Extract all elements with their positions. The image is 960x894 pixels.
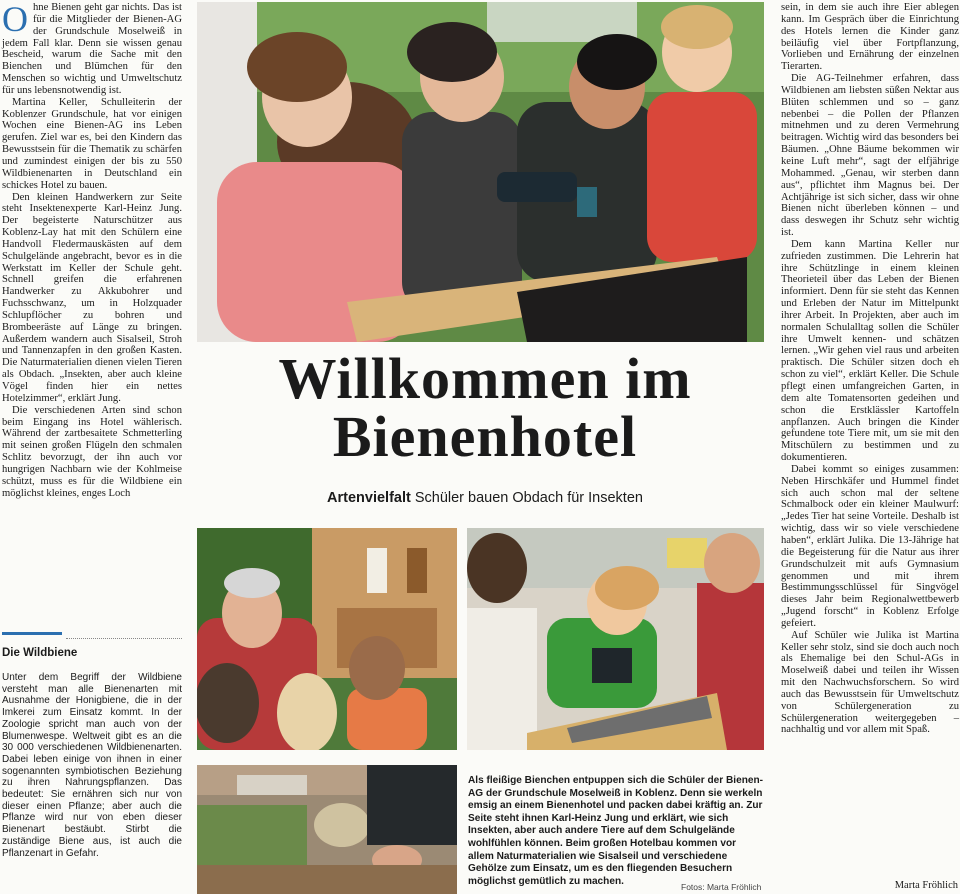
photo-materials xyxy=(197,765,457,894)
photo-insect-hotel xyxy=(197,528,457,750)
paragraph: Ohne Bienen geht gar nichts. Das ist für die Mitglieder der Bienen-AG der Grundschule Moselweiß in jedem Fall klar. Denn sie wissen genau Bescheid, warum die Sache mit den Bienchen und Blümchen für den Menschen so wichtig und Umweltschutz für uns lebensnotwendig ist. xyxy=(2,0,182,96)
kicker xyxy=(200,490,770,506)
dropcap: O xyxy=(2,0,28,39)
photo-credit: Fotos: Marta Fröhlich xyxy=(681,882,762,892)
infobox-text: Unter dem Begriff der Wildbiene versteht man alle Bienenarten mit Ausnahme der Honigbiene, die in der Imkerei zum Einsatz kommt. In der Zoologie spricht man auch von der Blumenwespe. Weltweit gibt es an die 30 000 verschiedenen Wildbienenarten. Dabei leben einige von ihnen in einer sogenannten symbiotischen Beziehung zu ihren Nahrungspflanzen. Das bedeutet: Sie ernähren sich nur von dieser einen Pflanze; aber auch die Pflanze wird nur von eben dieser Bienenart bestäubt. Stirbt die zuständige Biene aus, ist auch die Pflanzenart in Gefahr. xyxy=(2,672,182,859)
paragraph: Die verschiedenen Arten sind schon beim Eingang ins Hotel wählerisch. Während der zartbesaitete Schmetterling mit seinen großen Flügeln den schmalen Schlitz bevorzugt, der ihn auch vor hungrigen Nachbarn wie der Kohlmeise schützt, muss es für die Wildbiene ein möglichst kleines, enges Loch xyxy=(2,404,182,499)
paragraph: Auf Schüler wie Julika ist Martina Keller sehr stolz, sind sie doch auch noch als Ehemalige bei den Schul-AGs in Moselweiß dabei und teilen ihr Wissen mit den Nachwuchsforschern. So wird auch das Bewusstsein für Umweltschutz von Schülergeneration zu Schülergeneration weitergegeben – nachhaltig und vor allem mit Spaß. xyxy=(781,629,959,736)
column-left xyxy=(2,2,182,499)
kicker-label: Artenvielfalt xyxy=(327,490,411,506)
paragraph: Dabei kommt so einiges zusammen: Neben Hirschkäfer und Hummel findet sich auch schon mal der seltene Schmalbock oder ein kleiner Maulwurf: „Jedes Tier hat seine Vorteile. Deshalb ist wichtig, dass wir so viele verschiedene haben“, erklärt Julika. Die 13-Jährige hat die Begeisterung für die Natur aus ihrer Grundschulzeit mit aufs Gymnasium genommen und mit ihrem Bestimmungsschlüssel für Singvögel dieses Jahr beim Regionalwettbewerb „Jugend forscht“ in Koblenz Erfolge gefeiert. xyxy=(781,463,959,629)
paragraph: sein, in dem sie auch ihre Eier ablegen kann. Im Gespräch über die Einrichtung des Hotels lernen die Kinder ganz beiläufig viel über Fortpflanzung, Vorlieben und Ernährung der einzelnen Tierarten. xyxy=(781,2,959,73)
paragraph: Die AG-Teilnehmer erfahren, dass Wildbienen am liebsten süßen Nektar aus Blüten schlemmen und so – ganz nebenbei – die Pollen der Pflanzen mitnehmen und zu deren Vermehrung beitragen. Wichtig wird das besonders bei Bäumen. „Ohne Bäume bekommen wir keine Luft mehr“, sagt der elfjährige Mohammed. „Genau, wir sterben dann aus“, pflichtet ihm Magnus bei. Der Achtjährige ist sich sicher, dass wir ohne Bienen nicht überleben können – und dass deswegen ihr Schutz sehr wichtig ist. xyxy=(781,73,959,239)
infobox-title: Die Wildbiene xyxy=(2,647,78,659)
infobox-rule xyxy=(2,632,62,635)
headline-line-1: Willkommen im xyxy=(278,346,692,411)
paragraph: Martina Keller, Schulleiterin der Koblenzer Grundschule, hat vor einigen Wochen eine Bienen-AG ins Leben gerufen. Ziel war es, bei den Kindern das Bewusstsein für die Thematik zu schärfen und zumindest einigen der bis zu 550 Wildbienenarten in Deutschland ein schickes Hotel zu bauen. xyxy=(2,96,182,191)
top-photo xyxy=(197,2,764,342)
infobox-divider xyxy=(66,638,182,639)
kicker-text: Schüler bauen Obdach für Insekten xyxy=(414,490,643,506)
headline xyxy=(200,346,770,469)
paragraph: Den kleinen Handwerkern zur Seite steht Insektenexperte Karl-Heinz Jung. Der begeisterte Naturschützer aus Koblenz-Lay hat mit den Schülern eine Handvoll Fledermauskästen auf dem Schulgelände angebracht, bevor es in die Werkstatt im Keller der Schule geht. Schnell greifen die erfahrenen Handwerker zu Akkubohrer und Fuchsschwanz, um in Holzquader Schlupflöcher zu bohren und Brombeeräste auf Länge zu bringen. Außerdem wandern auch Sisalseil, Stroh und Tannenzapfen in den großen Kasten. Die Naturmaterialien dienen vielen Tieren als Obdach. „Insekten, aber auch kleine Vögel finden hier ein nettes Hotelzimmer“, erklärt Jung. xyxy=(2,191,182,404)
photo-caption: Als fleißige Bienchen entpuppen sich die Schüler der Bienen-AG der Grundschule Moselweiß in Koblenz. Denn sie werkeln emsig an einem Bienenhotel und packen dabei kräftig an. Zur Seite steht ihnen Karl-Heinz Jung und erklärt, wie sich Insekten, aber auch andere Tiere auf dem Schulgelände wohlfühlen können. Beim großen Hotelbau kommen vor allem Naturmaterialien wie Sisalseil und verschiedene Gehölze zum Einsatz, um es den fliegenden Besuchern möglichst gemütlich zu machen. xyxy=(468,775,764,887)
paragraph: Dem kann Martina Keller nur zufrieden zustimmen. Die Lehrerin hat ihre Schützlinge in einem kleinen Theorieteil über das Leben der Bienen informiert. Denn für sie steht das Kennen und Erleben der Natur im Mittelpunkt ihrer Arbeit. In Projekten, aber auch im normalen Schulalltag sollen die Schüler ihre Umwelt kennen- und schätzen lernen. „Wir gehen viel raus und arbeiten praktisch. Die Schüler sitzen doch eh schon zu viel“, erklärt Keller. Die Schule pflegt einen umfangreichen Garten, in dem alte Tomatensorten gedeihen und schon die Erstklässler Kartoffeln anpflanzen. Auch bringen die Kinder gefundene tote Tiere mit, um sie mit den Mitschülern zu bestimmen und zu dokumentieren. xyxy=(781,238,959,464)
author-byline: Marta Fröhlich xyxy=(894,880,958,891)
column-right xyxy=(781,2,959,736)
photo-drilling xyxy=(467,528,764,750)
headline-line-2: Bienenhotel xyxy=(332,404,638,469)
